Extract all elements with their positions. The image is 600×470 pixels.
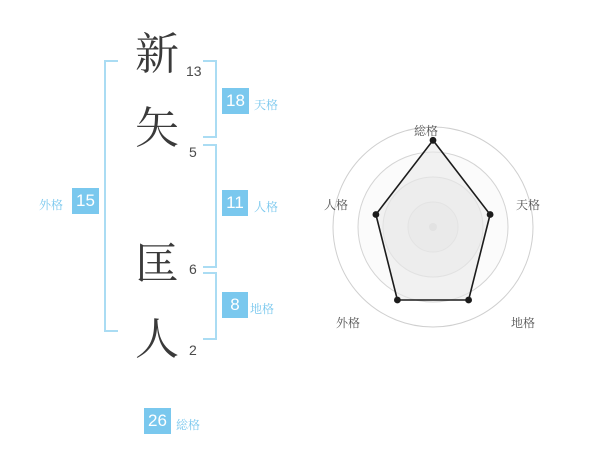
kanji-char-2: 矢 <box>135 103 179 154</box>
jinkaku-bracket-bottom <box>203 266 217 268</box>
stroke-count-1: 13 <box>186 63 202 79</box>
kanji-char-4: 人 <box>135 314 179 365</box>
radar-label-soukaku: 総格 <box>414 124 439 138</box>
radar-chart-svg <box>318 112 548 342</box>
radar-label-gaikaku: 外格 <box>336 316 361 330</box>
tenkaku-bracket-vertical <box>215 60 217 138</box>
soukaku-label: 総格 <box>176 418 201 432</box>
jinkaku-value: 11 <box>222 190 248 216</box>
tenkaku-bracket-top <box>203 60 217 62</box>
jinkaku-label: 人格 <box>254 200 279 214</box>
chikaku-label: 地格 <box>250 302 275 316</box>
radar-point-chikaku <box>465 297 472 304</box>
radar-point-tenkaku <box>487 211 494 218</box>
radar-point-jinkaku <box>373 211 380 218</box>
radar-label-jinkaku: 人格 <box>324 198 349 212</box>
gaikaku-label: 外格 <box>39 198 64 212</box>
chikaku-bracket-top <box>203 272 217 274</box>
outer-bracket-top <box>104 60 118 62</box>
stroke-count-4: 2 <box>189 342 197 358</box>
kanji-char-1: 新 <box>135 29 179 80</box>
kanji-char-3: 匡 <box>135 239 179 290</box>
outer-bracket-bottom <box>104 330 118 332</box>
chikaku-value: 8 <box>222 292 248 318</box>
gaikaku-value: 15 <box>72 188 99 214</box>
tenkaku-value: 18 <box>222 88 249 114</box>
radar-label-tenkaku: 天格 <box>516 198 541 212</box>
radar-label-chikaku: 地格 <box>511 316 536 330</box>
stroke-count-2: 5 <box>189 144 197 160</box>
radar-chart <box>318 112 548 347</box>
chikaku-bracket-bottom <box>203 338 217 340</box>
chikaku-bracket-vertical <box>215 272 217 340</box>
tenkaku-label: 天格 <box>254 98 279 112</box>
jinkaku-bracket-vertical <box>215 144 217 268</box>
radar-point-gaikaku <box>394 297 401 304</box>
tenkaku-bracket-bottom <box>203 136 217 138</box>
soukaku-value: 26 <box>144 408 171 434</box>
outer-bracket-vertical <box>104 60 106 332</box>
jinkaku-bracket-top <box>203 144 217 146</box>
stroke-count-3: 6 <box>189 261 197 277</box>
